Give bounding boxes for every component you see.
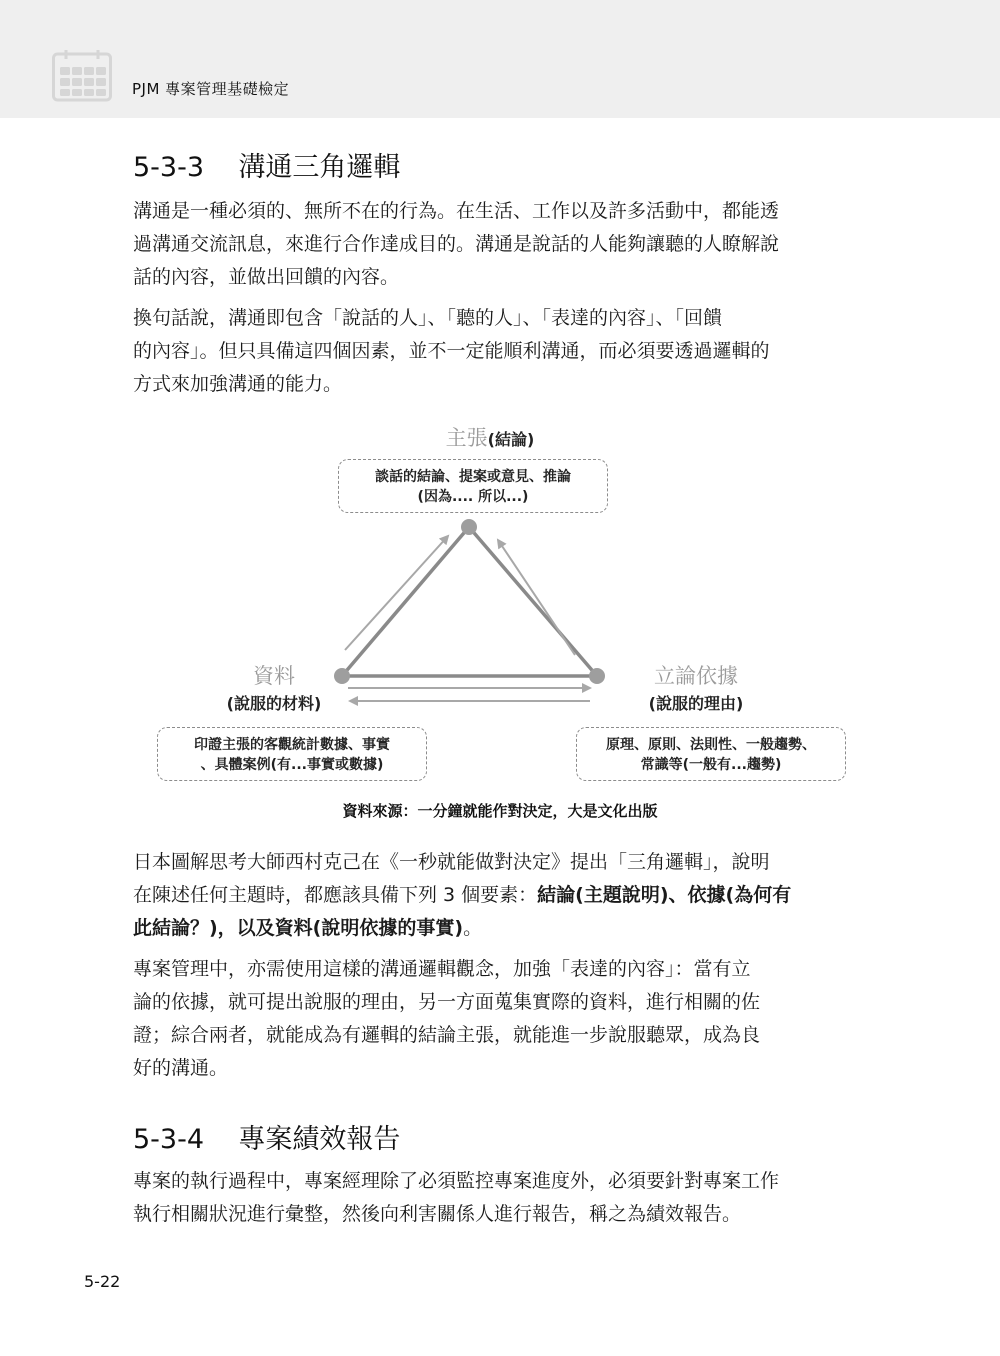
paragraph-line: 話的內容，並做出回饋的內容。 — [133, 266, 400, 288]
section-title: 溝通三角邏輯 — [238, 152, 401, 183]
communication-triangle-diagram — [0, 418, 1000, 838]
warrant-box-line: 常識等(一般有...趨勢) — [640, 757, 782, 773]
warrant-box — [576, 727, 846, 781]
paragraph-2 — [133, 302, 873, 401]
edge-top-right — [469, 527, 597, 676]
paragraph-line: 溝通是一種必須的、無所不在的行為。在生活、工作以及許多活動中，都能透 — [133, 200, 780, 222]
data-box-line: 印證主張的客觀統計數據、事實 — [194, 737, 390, 753]
arrow-warrant-to-claim — [498, 540, 575, 655]
node-claim — [461, 519, 477, 535]
book-title: PJM 專案管理基礎檢定 — [132, 80, 290, 98]
paragraph-5 — [133, 1165, 873, 1231]
warrant-sub: (說服的理由) — [648, 694, 744, 713]
bold-text: 此結論？)，以及資料(說明依據的事實) — [133, 917, 464, 939]
paragraph-line: 專案的執行過程中，專案經理除了必須監控專案進度外，必須要針對專案工作 — [133, 1170, 780, 1192]
paragraph-line: 過溝通交流訊息，來進行合作達成目的。溝通是說話的人能夠讓聽的人瞭解說 — [133, 233, 780, 255]
section-heading-5-3-3 — [133, 145, 400, 184]
diagram-caption: 資料來源：一分鐘就能作對決定，大是文化出版 — [342, 802, 658, 820]
calendar-icon — [52, 50, 112, 102]
section-title: 專案績效報告 — [238, 1124, 401, 1155]
warrant-box-line: 原理、原則、法則性、一般趨勢、 — [606, 737, 816, 753]
node-warrant — [589, 668, 605, 684]
bold-text: 結論(主題說明)、依據(為何有 — [537, 884, 792, 906]
paragraph-4 — [133, 953, 873, 1085]
page-header — [0, 0, 1000, 118]
paragraph-line: 好的溝通。 — [133, 1057, 229, 1079]
paragraph-line: 證；綜合兩者，就能成為有邏輯的結論主張，就能進一步說服聽眾，成為良 — [133, 1024, 761, 1046]
edge-left-top — [342, 527, 469, 676]
paragraph-line: 方式來加強溝通的能力。 — [133, 373, 343, 395]
page-number: 5-22 — [84, 1272, 121, 1291]
section-number: 5-3-4 — [133, 1124, 205, 1155]
claim-box-line: (因為.... 所以...) — [417, 489, 529, 505]
claim-main: 主張 — [445, 426, 488, 450]
section-heading-5-3-4 — [133, 1117, 400, 1156]
section-number: 5-3-3 — [133, 152, 205, 183]
paragraph-line: 論的依據，就可提出說服的理由，另一方面蒐集實際的資料，進行相關的佐 — [133, 991, 761, 1013]
paragraph-line: 換句話說，溝通即包含「說話的人」、「聽的人」、「表達的內容」、「回饋 — [133, 307, 723, 329]
arrow-data-to-claim — [345, 536, 448, 650]
paragraph-1 — [133, 195, 873, 294]
paragraph-line: 日本圖解思考大師西村克己在《一秒就能做對決定》提出「三角邏輯」，說明 — [133, 851, 770, 873]
data-box — [157, 727, 427, 781]
paragraph-line: 執行相關狀況進行彙整，然後向利害關係人進行報告，稱之為績效報告。 — [133, 1203, 742, 1225]
data-sub: (說服的材料) — [226, 694, 322, 713]
paragraph-line: 。 — [463, 917, 483, 939]
claim-sub: (結論) — [487, 430, 535, 449]
data-box-line: 、具體案例(有...事實或數據) — [200, 757, 384, 773]
paragraph-line: 在陳述任何主題時，都應該具備下列 3 個要素： — [133, 884, 538, 906]
data-main: 資料 — [253, 664, 295, 688]
paragraph-line: 專案管理中，亦需使用這樣的溝通邏輯觀念，加強「表達的內容」：當有立 — [133, 958, 751, 980]
paragraph-line: 的內容」。但只具備這四個因素，並不一定能順利溝通，而必須要透過邏輯的 — [133, 340, 770, 362]
warrant-main: 立論依據 — [654, 664, 738, 688]
claim-box — [338, 459, 608, 513]
claim-box-line: 談話的結論、提案或意見、推論 — [375, 469, 571, 485]
paragraph-3 — [133, 846, 873, 945]
claim-label — [400, 422, 580, 452]
